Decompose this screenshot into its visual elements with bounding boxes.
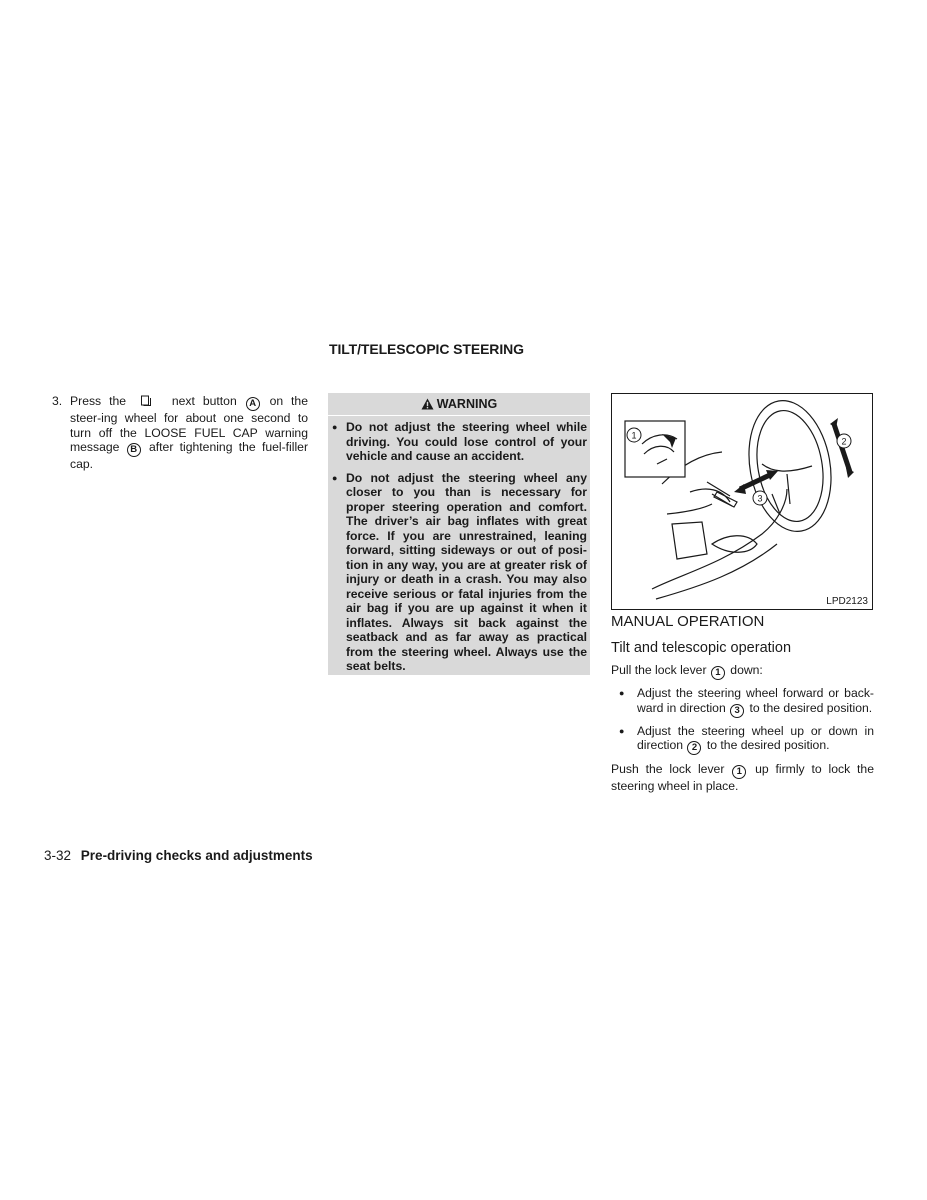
bullet-text-a: Adjust the steering wheel up or down in direction: [637, 723, 874, 752]
list-item: [619, 686, 874, 718]
warning-item: [332, 420, 587, 464]
bullet-text-a: Adjust the steering wheel forward or back-ward in direction: [637, 686, 874, 715]
steering-wheel-illustration: [612, 394, 874, 611]
callout-a: A: [246, 397, 260, 411]
warning-item: [332, 471, 587, 674]
warning-header: [328, 393, 590, 416]
figure-callout-1: 1: [631, 430, 637, 441]
bullet-text-b: to the desired position.: [706, 738, 830, 752]
list-item: [619, 724, 874, 756]
bullet-dot-icon: ●: [332, 422, 338, 432]
intro-text-a: Pull the lock lever: [611, 663, 707, 677]
step-number: 3.: [52, 394, 63, 408]
step-text-b: next button: [171, 394, 237, 408]
list-item-text: [637, 724, 874, 756]
step-text-c: on the steer-ing wheel for about one second to turn off the LOOSE FUEL CAP warning message: [70, 394, 308, 454]
tilt-subheading: Tilt and telescopic operation: [611, 640, 792, 656]
callout-1: 1: [711, 666, 725, 680]
step-text: [70, 394, 308, 472]
page-footer: [44, 848, 313, 863]
list-item-text: [637, 686, 874, 718]
bullet-dot-icon: ●: [619, 688, 625, 698]
figure-code: LPD2123: [826, 596, 868, 607]
step-3: [52, 394, 308, 472]
page-number: 3-32: [44, 848, 72, 863]
warning-triangle-icon: [421, 398, 434, 410]
intro-paragraph: [611, 663, 874, 680]
figure-callout-2: 2: [841, 436, 847, 447]
warning-list: [328, 416, 590, 674]
warning-heading: WARNING: [436, 397, 498, 411]
callout-1: 1: [732, 765, 746, 779]
callout-b: B: [127, 443, 141, 457]
manual-operation-heading: MANUAL OPERATION: [611, 613, 765, 630]
footer-section-title: Pre-driving checks and adjustments: [80, 848, 313, 863]
warning-box: [328, 393, 590, 675]
bullet-dot-icon: ●: [619, 725, 625, 736]
outro-paragraph: [611, 762, 874, 794]
figure-callout-3: 3: [757, 493, 763, 504]
adjust-list: [611, 686, 874, 755]
outro-text-a: Push the lock lever: [611, 762, 725, 776]
steering-figure: [611, 393, 873, 610]
warning-item-text: Do not adjust the steering wheel while driving. You could lose control of your vehicle and cause an accident.: [346, 420, 587, 463]
right-column: [611, 613, 874, 800]
bullet-text-b: to the desired position.: [749, 700, 873, 715]
page-next-icon: [140, 395, 152, 411]
left-column: [52, 394, 308, 472]
section-title: TILT/TELESCOPIC STEERING: [329, 341, 524, 357]
warning-item-text: Do not adjust the steering wheel any closer to you than is necessary for proper steering operation and comfort. The driver’s air bag inflates with great force. If you are unrestrained, leaning forward, sitting sideways or out of posi-tion in any way, you are at greater risk of injury or death in a crash. You may also receive serious or fatal injuries from the air bag if you are up against it when it inflates. Always sit back against the seatback and as far away as practical from the steering wheel. Always use the seat belts.: [346, 470, 587, 673]
outro-text-b: up firmly to lock the steering wheel in place.: [611, 762, 874, 793]
callout-2: 2: [687, 741, 701, 755]
step-text-a: Press the: [70, 394, 127, 408]
callout-3: 3: [730, 704, 744, 718]
bullet-dot-icon: ●: [332, 472, 338, 483]
intro-text-b: down:: [730, 663, 763, 677]
step-text-d: after tightening the fuel-filler cap.: [70, 440, 308, 471]
